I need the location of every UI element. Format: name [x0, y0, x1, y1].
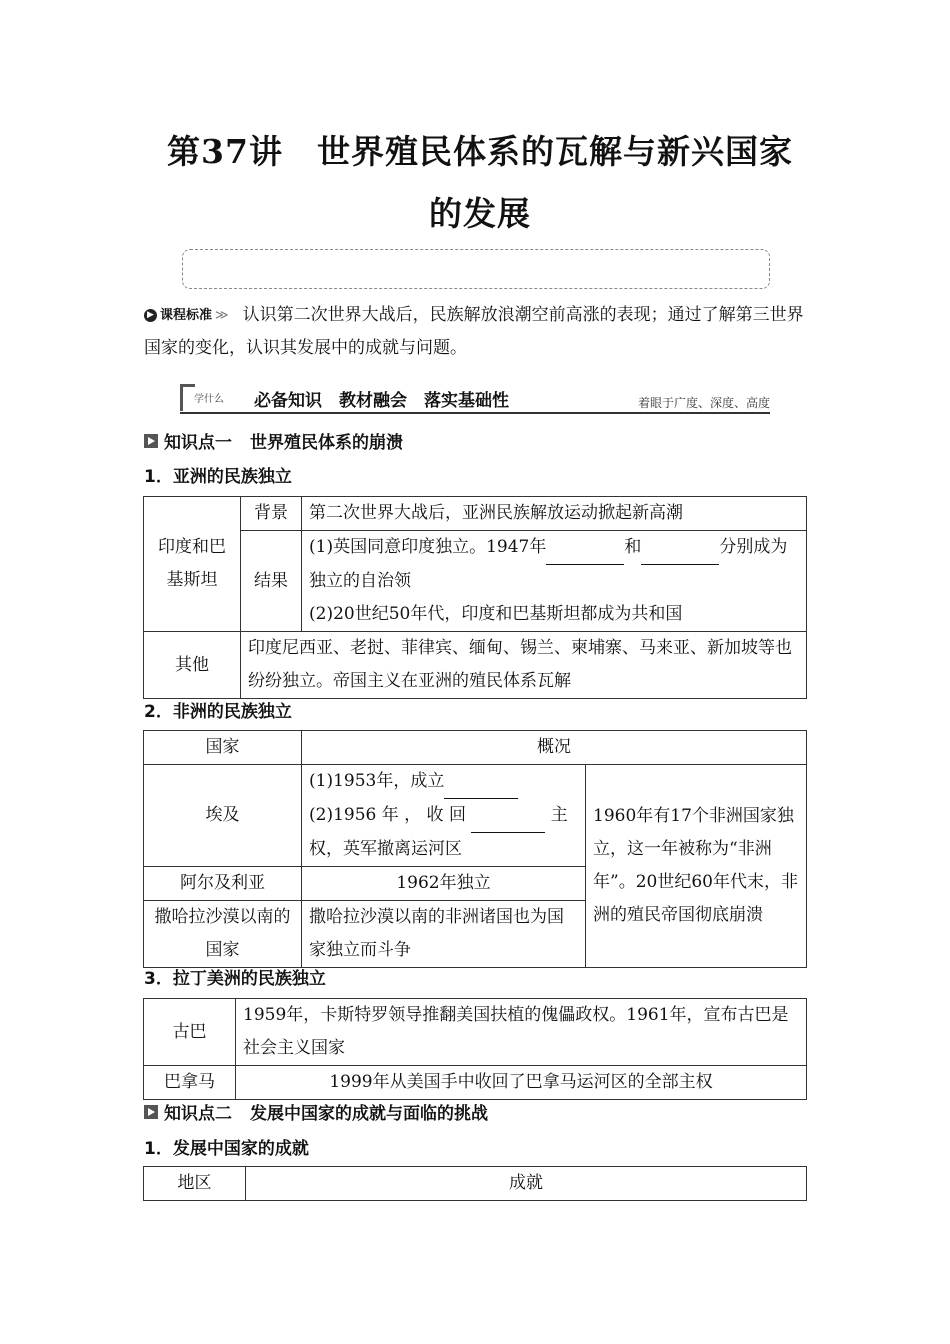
table-cell: 古巴 [144, 999, 236, 1066]
table-cell: 地区 [144, 1167, 246, 1201]
table-cell: 结果 [241, 531, 302, 632]
table-cell: 巴拿马 [144, 1066, 236, 1100]
achievements-table [143, 1166, 807, 1201]
double-chevron-icon: ≫ [215, 308, 229, 323]
banner-logo: 学什么 [180, 384, 238, 410]
play-icon: ▶ [144, 309, 157, 322]
table-cell: (1)英国同意印度独立。1947年 和 分别成为独立的自治领 (2)20世纪50年代，印度和巴基斯坦都成为共和国 [302, 531, 807, 632]
subheading-achievements: 1．发展中国家的成就 [144, 1139, 309, 1159]
table-cell: 埃及 [144, 765, 302, 867]
play-triangle-icon [144, 1105, 158, 1119]
africa-table [143, 730, 807, 968]
table-cell: 其他 [144, 632, 241, 699]
table-cell: 1962年独立 [302, 867, 586, 901]
table-cell: 阿尔及利亚 [144, 867, 302, 901]
table-cell: 成就 [246, 1167, 807, 1201]
table-cell: 撒哈拉沙漠以南的非洲诸国也为国家独立而斗争 [302, 901, 586, 968]
asia-table [143, 496, 807, 699]
course-standard-text: 认识第二次世界大战后，民族解放浪潮空前高涨的表现；通过了解第三世界国家的变化，认识其发展中的成就与问题。 [144, 305, 804, 358]
table-cell: 背景 [241, 497, 302, 531]
course-standard-badge: ▶ 课程标准 ≫ [144, 299, 229, 332]
table-cell: 1959年，卡斯特罗领导推翻美国扶植的傀儡政权。1961年，宣布古巴是社会主义国家 [236, 999, 807, 1066]
subheading-latin-america: 3．拉丁美洲的民族独立 [144, 969, 326, 989]
table-cell: 印度和巴基斯坦 [144, 497, 241, 632]
knowledge-point-2: 知识点二 发展中国家的成就与面临的挑战 [144, 1099, 488, 1124]
latin-america-table [143, 998, 807, 1100]
table-cell: 1999年从美国手中收回了巴拿马运河区的全部主权 [236, 1066, 807, 1100]
course-standard [144, 299, 808, 365]
dashed-box [182, 249, 770, 289]
bracket-icon [180, 384, 195, 411]
subheading-africa: 2．非洲的民族独立 [144, 702, 292, 722]
table-cell: 国家 [144, 731, 302, 765]
play-triangle-icon [144, 434, 158, 448]
subheading-asia: 1．亚洲的民族独立 [144, 467, 292, 487]
table-cell: 1960年有17个非洲国家独立，这一年被称为“非洲年”。20世纪60年代末，非洲的殖民帝国彻底崩溃 [586, 765, 807, 968]
page-title-continued: 的发展 [429, 194, 531, 233]
table-cell: 第二次世界大战后，亚洲民族解放运动掀起新高潮 [302, 497, 807, 531]
table-cell: 撒哈拉沙漠以南的国家 [144, 901, 302, 968]
banner-title: 必备知识 教材融会 落实基础性 [254, 391, 509, 411]
banner-note: 着眼于广度、深度、高度 [637, 396, 770, 410]
table-cell: 概况 [302, 731, 807, 765]
table-cell: (1)1953年，成立 (2)1956 年 ， 收 回 主权，英军撤离运河区 [302, 765, 586, 867]
knowledge-point-1: 知识点一 世界殖民体系的崩溃 [144, 428, 403, 453]
page-title: 第37讲 世界殖民体系的瓦解与新兴国家 [167, 132, 793, 171]
section-banner [180, 382, 770, 414]
table-cell: 印度尼西亚、老挝、菲律宾、缅甸、锡兰、柬埔寨、马来亚、新加坡等也纷纷独立。帝国主义在亚洲的殖民体系瓦解 [241, 632, 807, 699]
